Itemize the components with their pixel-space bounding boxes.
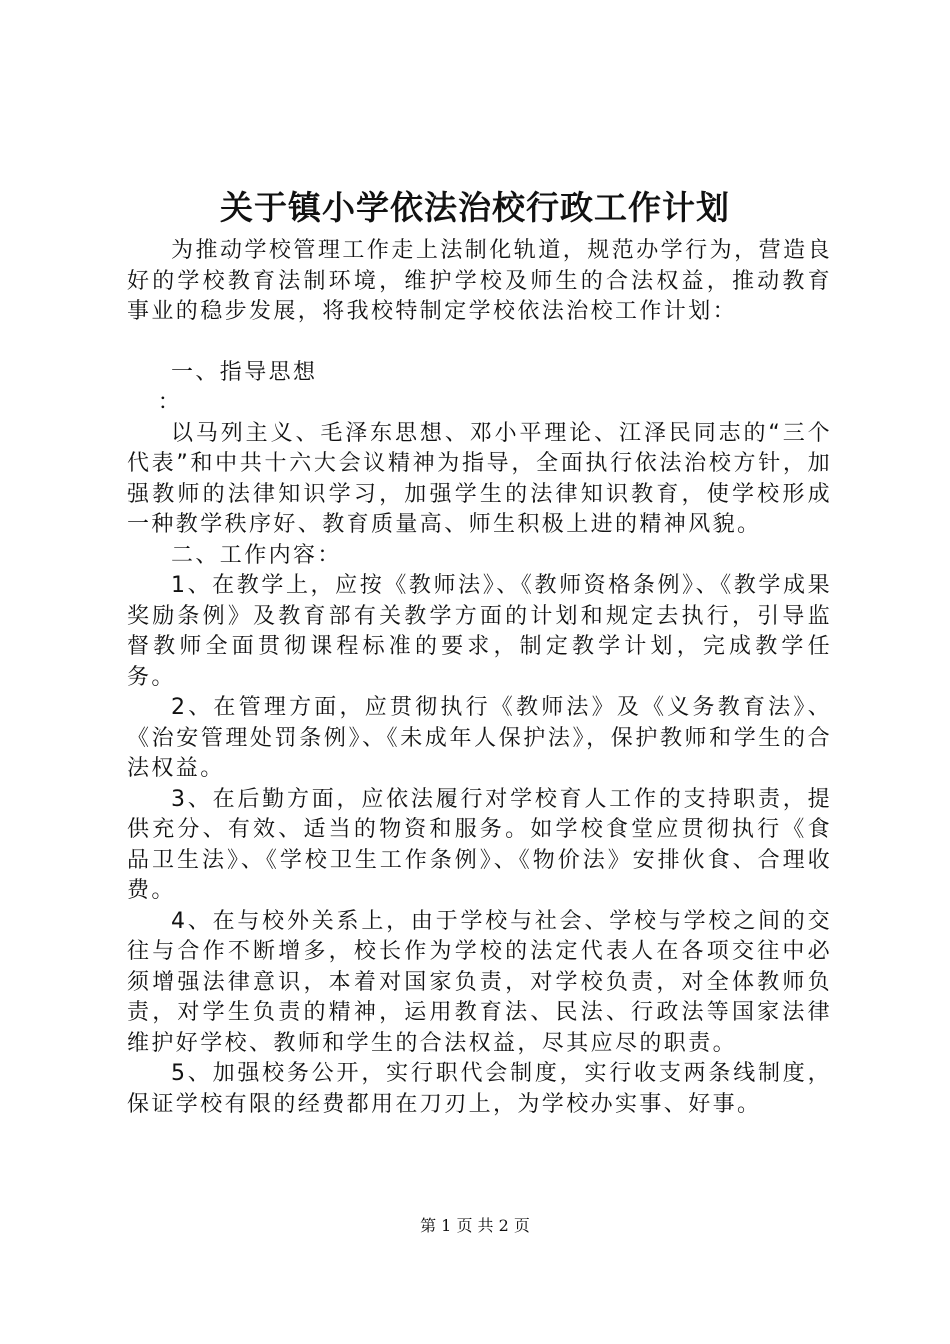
page-footer: 第 1 页 共 2 页 — [420, 1216, 530, 1235]
work-item-1: 1、在教学上，应按《教师法》、《教师资格条例》、《教学成果奖励条例》及教育部有关教学方面的计划和规定去执行，引导监督教师全面贯彻课程标准的要求，制定教学计划，完成教学任务。 — [127, 573, 832, 690]
section-heading-guiding-ideology: 一、指导思想 — [171, 359, 318, 385]
intro-paragraph: 为推动学校管理工作走上法制化轨道，规范办学行为，营造良好的学校教育法制环境，维护学校及师生的合法权益，推动教育事业的稳步发展，将我校特制定学校依法治校工作计划： — [127, 238, 832, 324]
work-item-4: 4、在与校外关系上，由于学校与社会、学校与学校之间的交往与合作不断增多，校长作为学校的法定代表人在各项交往中必须增强法律意识，本着对国家负责，对学校负责，对全体教师负责，对学生负责的精神，运用教育法、民法、行政法等国家法律维护好学校、教师和学生的合法权益，尽其应尽的职责。 — [127, 908, 832, 1056]
guiding-ideology-paragraph: 以马列主义、毛泽东思想、邓小平理论、江泽民同志的“三个代表”和中共十六大会议精神为指导，全面执行依法治校方针，加强教师的法律知识学习，加强学生的法律知识教育，使学校形成一种教学秩序好、教育质量高、师生积极上进的精神风貌。 — [127, 420, 832, 537]
document-title: 关于镇小学依法治校行政工作计划 — [220, 188, 730, 227]
work-item-3: 3、在后勤方面，应依法履行对学校育人工作的支持职责，提供充分、有效、适当的物资和服务。如学校食堂应贯彻执行《食品卫生法》、《学校卫生工作条例》、《物价法》安排伙食、合理收费。 — [127, 786, 832, 903]
work-item-2: 2、在管理方面，应贯彻执行《教师法》及《义务教育法》、《治安管理处罚条例》、《未成年人保护法》，保护教师和学生的合法权益。 — [127, 695, 832, 781]
document-body — [127, 236, 832, 1120]
section-colon: ： — [157, 390, 183, 415]
paragraph-gap — [127, 328, 832, 358]
work-item-5: 5、加强校务公开，实行职代会制度，实行收支两条线制度，保证学校有限的经费都用在刀刃上，为学校办实事、好事。 — [127, 1061, 832, 1117]
section-heading-work-content: 二、工作内容： — [171, 542, 342, 568]
